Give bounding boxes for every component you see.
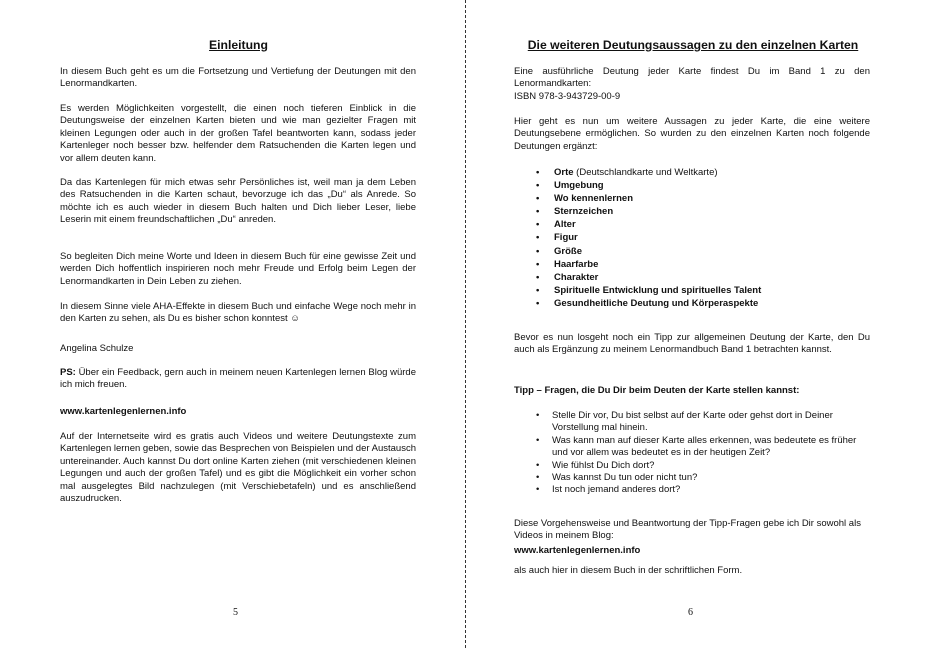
list-item: • Alter [536,218,761,231]
list-item: • Haarfarbe [536,258,761,271]
list-item: • Wie fühlst Du Dich dort? [536,460,871,472]
ps-text: Über ein Feedback, gern auch in meinem neuen Kartenlegen lernen Blog würde ich mich freuen. [60,367,416,391]
tip-heading: Tipp – Fragen, die Du Dir beim Deuten der Karte stellen kannst: [514,385,800,396]
paragraph: In diesem Sinne viele AHA-Effekte in diesem Buch und einfache Wege noch mehr in den Karten zu sehen, als Du es bisher schon konntest ☺ [60,301,416,325]
isbn: ISBN 978-3-943729-00-9 [514,91,621,102]
list-item: • Orte (Deutschlandkarte und Weltkarte) [536,166,761,179]
paragraph: So begleiten Dich meine Worte und Ideen in diesem Buch für eine gewisse Zeit und werden Dich hoffentlich inspirieren noch mehr Freude und Erfolg beim Legen der Lenormandkarten in Dein Leben zu ziehen. [60,251,416,287]
page-title: Die weiteren Deutungsaussagen zu den einzelnen Karten [527,38,859,52]
list-item: • Größe [536,245,761,258]
paragraph: Hier geht es nun um weitere Aussagen zu jeder Karte, die eine weitere Deutungsebene ermöglichen. So wurden zu den einzelnen Karten noch folgende Deutungen ergänzt: [514,116,870,152]
list-item: • Stelle Dir vor, Du bist selbst auf der Karte oder gehst dort in Deiner Vorstellung mal hinein. [536,410,871,435]
paragraph: Eine ausführliche Deutung jeder Karte findest Du im Band 1 zu den Lenormandkarten: [514,66,870,90]
list-item: • Figur [536,231,761,244]
list-item: • Wo kennenlernen [536,192,761,205]
bullet-list [536,166,761,310]
website-link[interactable]: www.kartenlegenlernen.info [60,406,187,417]
page-title: Einleitung [209,38,268,52]
paragraph: Es werden Möglichkeiten vorgestellt, die einen noch tieferen Einblick in die Deutungsweise der einzelnen Karten bieten und wie man gezielter Fragen mit kleinen Legungen oder auch in der großen Tafel beantworten kann, sodass jeder Kartenleger noch besser bzw. helfender dem Ratsuchenden die Karten legen und vor allem deuten kann. [60,103,416,164]
list-item: • Ist noch jemand anderes dort? [536,484,871,496]
paragraph: Bevor es nun losgeht noch ein Tipp zur allgemeinen Deutung der Karte, den Du auch als Ergänzung zu meinem Lenormandbuch Band 1 betrachten kannst. [514,332,870,356]
left-page [0,0,465,648]
ps-note [60,367,416,392]
list-item: • Was kannst Du tun oder nicht tun? [536,472,871,484]
paragraph: als auch hier in diesem Buch in der schriftlichen Form. [514,565,743,576]
paragraph: Diese Vorgehensweise und Beantwortung der Tipp-Fragen gebe ich Dir sowohl als Videos in meinem Blog: [514,518,861,542]
list-item: • Was kann man auf dieser Karte alles erkennen, was bedeutete es früher und vor allem was bedeutet es in der heutigen Zeit? [536,435,871,460]
paragraph: Auf der Internetseite wird es gratis auch Videos und weitere Deutungstexte zum Kartenlegen lernen geben, sowie das Besprechen von Beispielen und der Austausch untereinander. Auch kannst Du dort online Karten ziehen (mit verschiedenen kleinen Legungen und auch der großen Tafel) und es gibt die Möglichkeit ein vorher schon mal ausgelegtes Bild nachzulegen (mit Verschiebetafeln) und es anschließend auszudrucken. [60,431,416,505]
list-item: • Spirituelle Entwicklung und spirituelles Talent [536,284,761,297]
website-link[interactable]: www.kartenlegenlernen.info [514,545,641,556]
page-number: 5 [233,607,238,618]
author-name: Angelina Schulze [60,343,134,354]
page-divider [465,0,466,648]
right-page [467,0,931,648]
list-item: • Umgebung [536,179,761,192]
page-number: 6 [688,607,693,618]
list-item: • Charakter [536,271,761,284]
paragraph: Da das Kartenlegen für mich etwas sehr Persönliches ist, weil man ja dem Leben des Ratsuchenden in die Karten schaut, bevorzuge ich das „Du“ als Anrede. So möchte ich es auch wieder in diesem Buch halten und Dich lieber Leser, liebe Leserin mit einem freundschaftlichen „Du“ anreden. [60,177,416,226]
list-item: • Gesundheitliche Deutung und Körperaspekte [536,297,761,310]
ps-label: PS: [60,367,76,378]
tip-list [536,410,871,497]
paragraph: In diesem Buch geht es um die Fortsetzung und Vertiefung der Deutungen mit den Lenormandkarten. [60,66,416,90]
list-item: • Sternzeichen [536,205,761,218]
